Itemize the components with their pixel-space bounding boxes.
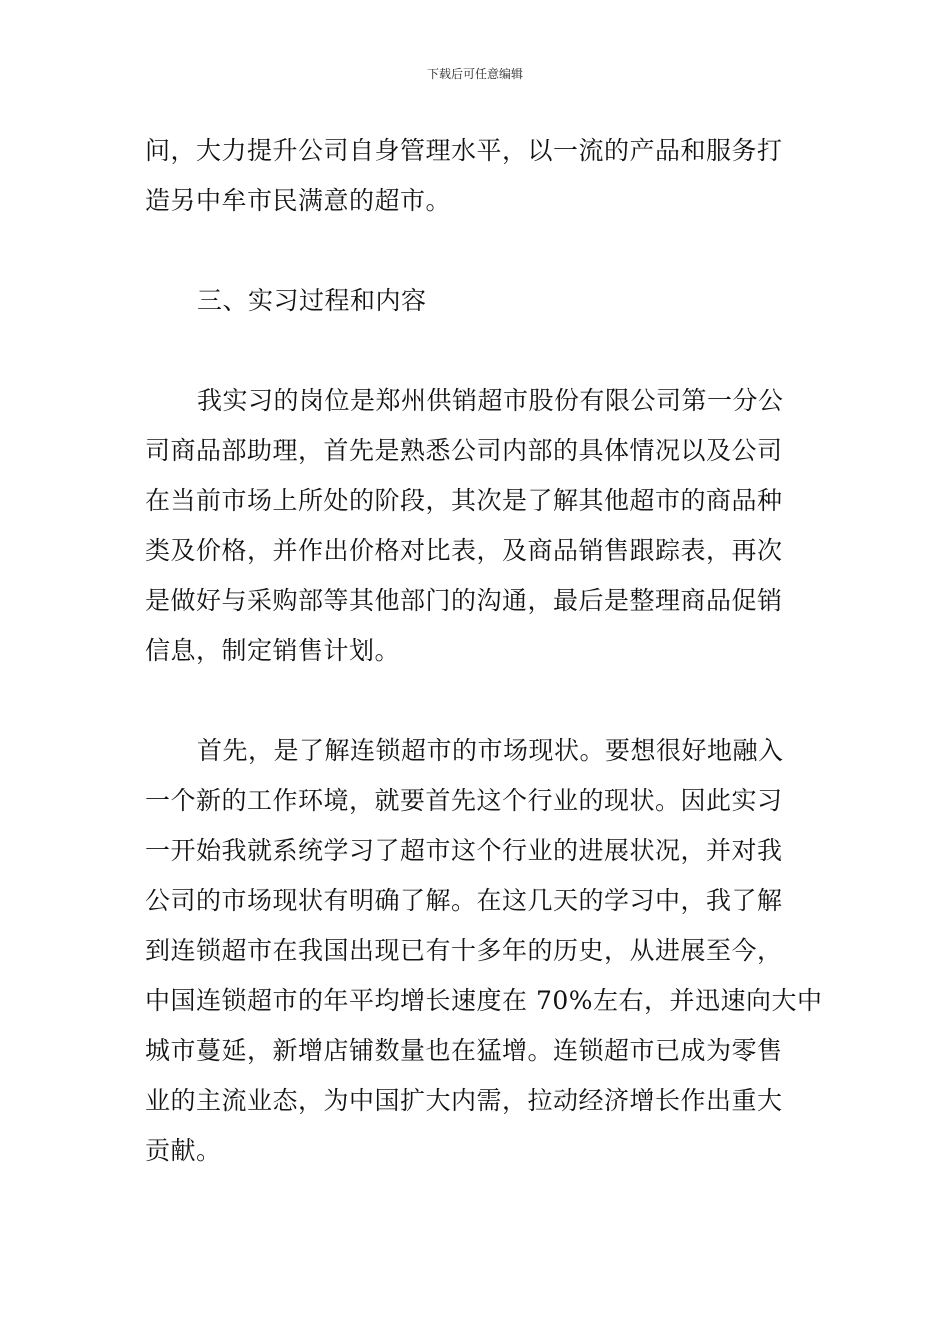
document-body bbox=[145, 126, 823, 1176]
paragraph-internship-role bbox=[145, 376, 811, 676]
text-line: 问，大力提升公司自身管理水平，以一流的产品和服务打 bbox=[145, 136, 783, 165]
text-line: 业的主流业态，为中国扩大内需，拉动经济增长作出重大 bbox=[145, 1086, 783, 1115]
text-line: 我实习的岗位是郑州供销超市股份有限公司第一分公 bbox=[197, 386, 784, 415]
section-heading-text: 三、实习过程和内容 bbox=[197, 286, 427, 315]
text-line: 造另中牟市民满意的超市。 bbox=[145, 186, 452, 215]
text-line: 司商品部助理，首先是熟悉公司内部的具体情况以及公司 bbox=[145, 436, 783, 465]
text-line: 类及价格，并作出价格对比表，及商品销售跟踪表，再次 bbox=[145, 536, 783, 565]
text-line: 公司的市场现状有明确了解。在这几天的学习中，我了解 bbox=[145, 886, 783, 915]
paragraph-market-status bbox=[145, 726, 823, 1176]
text-line: 在当前市场上所处的阶段，其次是了解其他超市的商品种 bbox=[145, 486, 783, 515]
text-line: 是做好与采购部等其他部门的沟通，最后是整理商品促销 bbox=[145, 586, 783, 615]
text-line: 城市蔓延，新增店铺数量也在猛增。连锁超市已成为零售 bbox=[145, 1036, 783, 1065]
paragraph-intro-continuation bbox=[145, 126, 811, 226]
paragraph-spacer bbox=[145, 326, 811, 376]
text-line: 信息，制定销售计划。 bbox=[145, 636, 401, 665]
text-line: 首先，是了解连锁超市的市场现状。要想很好地融入 bbox=[197, 736, 784, 765]
paragraph-spacer bbox=[145, 676, 811, 726]
text-line: 到连锁超市在我国出现已有十多年的历史，从进展至今， bbox=[145, 936, 783, 965]
text-line: 一个新的工作环境，就要首先这个行业的现状。因此实习 bbox=[145, 786, 783, 815]
paragraph-spacer bbox=[145, 226, 811, 276]
section-heading bbox=[145, 276, 811, 326]
page-header-note: 下载后可任意编辑 bbox=[426, 67, 523, 81]
text-line: 一开始我就系统学习了超市这个行业的进展状况，并对我 bbox=[145, 836, 783, 865]
text-line: 贡献。 bbox=[145, 1136, 222, 1165]
text-line: 中国连锁超市的年平均增长速度在 70%左右，并迅速向大中 bbox=[145, 986, 823, 1015]
